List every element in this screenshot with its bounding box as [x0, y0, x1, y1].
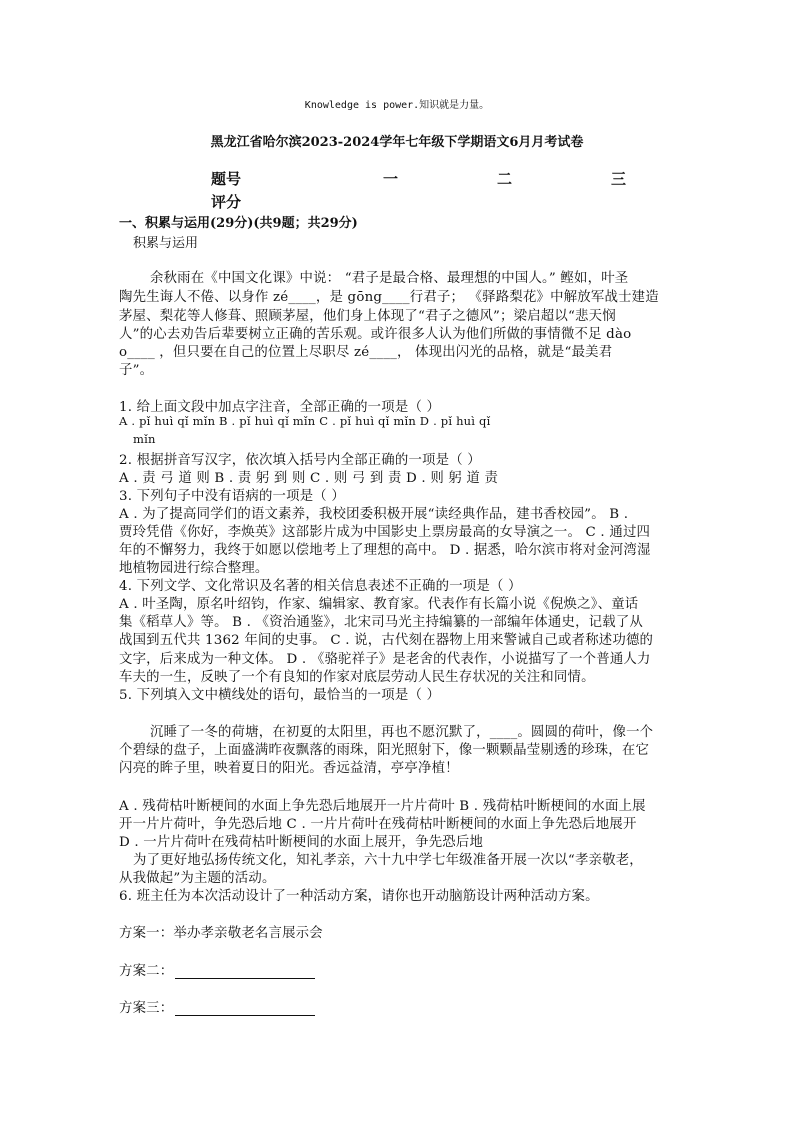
question-1-options: A . pǐ huì qǐ mǐn B . pǐ huì qǐ mǐn C . pǐ huì qǐ mǐn D . pǐ huì qǐ [119, 414, 491, 428]
passage-line: 陶先生诲人不倦、以身作 zé____，是 gōng____行君子； 《驿路梨花》中解放军战士建造 [119, 290, 659, 305]
plan-2-answer-blank[interactable] [175, 966, 315, 979]
passage-line: o____ ，但只要在自己的位置上尽职尽 zé____， 体现出闪光的品格，就是“最美君 [119, 345, 613, 360]
question-5-passage-line: 个碧绿的盘子，上面盛满昨夜飘落的雨珠，阳光照射下，像一颗颗晶莹剔透的珍珠，在它 [119, 743, 650, 758]
question-4-option-line: 车夫的一生，反映了一个有良知的作家对底层劳动人民生存状况的关注和同情。 [119, 670, 595, 685]
question-4-option-line: 集《稻草人》等。 B . 《资治通鉴》，北宋司马光主持编纂的一部编年体通史，记载了从 [119, 615, 644, 630]
plan-3-answer-blank[interactable] [175, 1003, 315, 1016]
plan-3-label: 方案三： [119, 1001, 174, 1016]
question-5-passage-line: 沉睡了一冬的荷塘，在初夏的太阳里，再也不愿沉默了，____。圆圆的荷叶，像一个 [150, 725, 654, 740]
question-3-option-line: 地植物园进行综合整理。 [119, 561, 269, 576]
question-6-intro-line: 为了更好地弘扬传统文化，知礼孝亲，六十九中学七年级准备开展一次以“孝亲敬老， [133, 853, 643, 868]
question-1-stem: 1. 给上面文段中加点字注音，全部正确的一项是（ ） [119, 400, 441, 415]
section-heading: 一、积累与运用(29分)(共9题；共29分) [119, 216, 358, 231]
question-4-option-line: 战国到五代共 1362 年间的史事。 C . 说，古代刻在器物上用来警诫自己或者称述功德的 [119, 633, 654, 648]
question-3-option-line: 年的不懈努力，我终于如愿以偿地考上了理想的高中。 D . 据悉，哈尔滨市将对金河湾湿 [119, 543, 651, 558]
plan-1-text: 方案一：举办孝亲敬老名言展示会 [119, 926, 323, 941]
question-2-stem: 2. 根据拼音写汉字，依次填入括号内全部正确的一项是（ ） [119, 453, 481, 468]
question-5-option-line: D . 一片片荷叶在残荷枯叶断梗间的水面上展开，争先恐后地 [119, 835, 484, 850]
question-6-intro-line: 从我做起”为主题的活动。 [119, 871, 276, 886]
question-5-passage-line: 闪亮的眸子里，映着夏日的阳光。香远益清，亭亭净植！ [119, 761, 459, 776]
question-4-stem: 4. 下列文学、文化常识及名著的相关信息表述不正确的一项是（ ） [119, 579, 522, 594]
passage-line: 人”的心去劝告后辈要树立正确的苦乐观。或许很多人认为他们所做的事情微不足 dào [119, 327, 632, 342]
question-2-options: A . 责 弓 道 则 B . 责 躬 到 则 C . 则 弓 到 责 D . 则 躬 道 责 [119, 471, 499, 486]
question-1-options-cont: mǐn [133, 432, 156, 446]
passage-line: 茅屋、梨花等人修葺、照顾茅屋，他们身上体现了“君子之德风”；梁启超以“悲天悯 [119, 309, 616, 324]
question-4-option-line: A . 叶圣陶，原名叶绍钧，作家、编辑家、教育家。代表作有长篇小说《倪焕之》、童话 [119, 597, 639, 612]
plan-2-row [119, 960, 315, 979]
page-header: Knowledge is power.知识就是力量。 [304, 100, 490, 111]
question-6-stem: 6. 班主任为本次活动设计了一种活动方案，请你也开动脑筋设计两种活动方案。 [119, 889, 599, 904]
plan-3-row [119, 997, 315, 1016]
question-3-option-line: 贾玲凭借《你好，李焕英》这部影片成为中国影史上票房最高的女导演之一。 C . 通过四 [119, 525, 651, 540]
score-table-label-question: 题号 [211, 170, 242, 188]
question-5-option-line: 开一片片荷叶，争先恐后地 C . 一片片荷叶在残荷枯叶断梗间的水面上争先恐后地展开 [119, 817, 637, 832]
score-table-col-1: 一 [383, 170, 399, 188]
passage-line: 余秋雨在《中国文化课》中说： “君子是最合格、最理想的中国人。” 鲣如，叶圣 [150, 271, 629, 286]
exam-title: 黑龙江省哈尔滨2023-2024学年七年级下学期语文6月月考试卷 [210, 135, 584, 150]
score-table-label-score: 评分 [211, 193, 242, 211]
plan-2-label: 方案二： [119, 964, 174, 979]
question-3-stem: 3. 下列句子中没有语病的一项是（ ） [119, 489, 345, 504]
question-5-stem: 5. 下列填入文中横线处的语句，最恰当的一项是（ ） [119, 688, 441, 703]
question-5-option-line: A . 残荷枯叶断梗间的水面上争先恐后地展开一片片荷叶 B . 残荷枯叶断梗间的水面上展 [119, 799, 646, 814]
question-4-option-line: 文字，后来成为一种文体。 D . 《骆驼祥子》是老舍的代表作，小说描写了一个普通人力 [119, 652, 651, 667]
section-subheading: 积累与运用 [133, 236, 199, 251]
score-table-col-2: 二 [497, 170, 513, 188]
passage-line: 子”。 [119, 363, 154, 378]
question-3-option-line: A . 为了提高同学们的语文素养，我校团委积极开展“读经典作品，建书香校园”。 B . [119, 507, 629, 522]
score-table-col-3: 三 [611, 170, 627, 188]
